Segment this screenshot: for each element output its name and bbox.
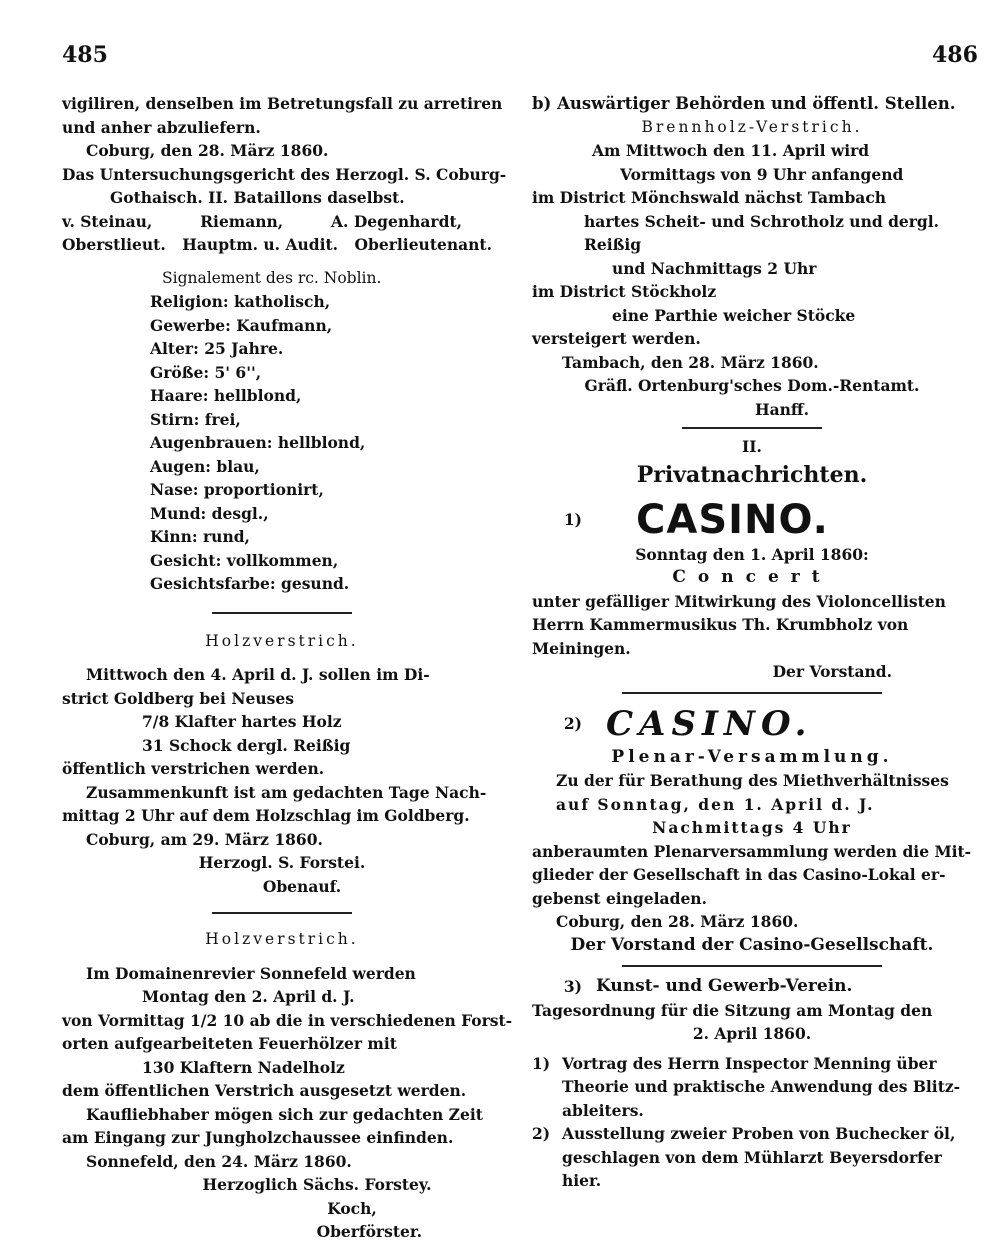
body-line: Am Mittwoch den 11. April wird — [592, 141, 870, 160]
item-line: 31 Schock dergl. Reißig — [142, 735, 351, 755]
dateline: Coburg, am 29. März 1860. — [86, 829, 323, 849]
body-line: im District Stöckholz — [532, 282, 717, 301]
signature-line: Herzoglich Sächs. Forstey. — [202, 1175, 432, 1194]
agenda-item — [532, 1122, 972, 1193]
signature-names — [62, 210, 462, 234]
signature-title: Hauptm. u. Audit. — [182, 235, 339, 254]
signature-line: Koch, — [327, 1198, 377, 1218]
signature-line: Der Vorstand. — [772, 662, 892, 681]
concert-title: Concert — [672, 567, 832, 587]
body-line: gebenst eingeladen. — [532, 888, 707, 908]
divider — [212, 912, 352, 914]
section-title: Holzverstrich. — [205, 631, 359, 650]
item-line: 130 Klaftern Nadelholz — [142, 1057, 345, 1077]
body-line: Theorie und praktische Anwendung des Blitz- — [562, 1077, 961, 1096]
section-heading: b) Auswärtiger Behörden und öffentl. Stellen. — [532, 94, 956, 113]
signalement-item: Alter: 25 Jahre. — [150, 339, 284, 358]
body-line: Vortrag des Herrn Inspector Menning über — [562, 1053, 937, 1073]
item-number: 1) — [563, 509, 582, 529]
court-line: Gothaisch. II. Bataillons daselbst. — [110, 188, 405, 207]
signature-name: A. Degenhardt, — [331, 211, 462, 231]
body-line: Kaufliebhaber mögen sich zur gedachten Zeit — [86, 1104, 483, 1124]
signalement-item: Kinn: rund, — [150, 527, 250, 546]
signature-line: Gräfl. Ortenburg'sches Dom.-Rentamt. — [584, 376, 920, 395]
item-number: 1) — [532, 1053, 551, 1073]
dateline: Sonnefeld, den 24. März 1860. — [86, 1151, 352, 1171]
divider — [622, 692, 882, 694]
private-news-title: Privatnachrichten. — [636, 461, 868, 488]
event-date: Sonntag den 1. April 1860: — [635, 544, 869, 564]
body-line: hartes Scheit- und Schrotholz und dergl. — [584, 211, 940, 231]
body-line: am Eingang zur Jungholzchaussee einfinden. — [62, 1128, 454, 1147]
item-number: 2) — [563, 713, 582, 733]
signalement-item: Haare: hellblond, — [150, 386, 302, 405]
body-line: Reißig — [584, 235, 642, 254]
signalement-item: Religion: katholisch, — [150, 292, 331, 311]
page-number-left: 485 — [62, 42, 108, 68]
body-line: von Vormittag 1/2 10 ab die in verschiedenen Forst- — [62, 1010, 513, 1030]
roman-numeral: II. — [742, 437, 762, 456]
body-line: ableiters. — [562, 1100, 644, 1120]
signature-line: Oberförster. — [316, 1222, 422, 1241]
assembly-title: Plenar-Versammlung. — [611, 746, 893, 767]
signalement-item: Gewerbe: Kaufmann, — [150, 315, 333, 335]
signalement-item: Gesichtsfarbe: gesund. — [150, 574, 350, 593]
body-line: anberaumten Plenarversammlung werden die Mit- — [532, 841, 972, 861]
right-column — [532, 92, 972, 1193]
body-line: unter gefälliger Mitwirkung des Violoncellisten — [532, 591, 946, 611]
dateline: Coburg, den 28. März 1860. — [556, 912, 799, 931]
agenda-item — [532, 1052, 972, 1123]
agenda-line: Tagesordnung für die Sitzung am Montag den — [532, 1000, 933, 1020]
body-line: Ausstellung zweier Proben von Buchecker öl, — [562, 1124, 956, 1143]
body-line: Zusammenkunft ist am gedachten Tage Nach- — [86, 782, 487, 802]
body-line: und Nachmittags 2 Uhr — [612, 258, 817, 278]
casino-title: CASINO. — [636, 496, 829, 543]
section-title: Brennholz-Verstrich. — [641, 117, 863, 136]
body-line: im District Mönchswald nächst Tambach — [532, 188, 887, 207]
signalement-item: Größe: 5' 6'', — [150, 362, 262, 382]
verein-header — [532, 975, 972, 999]
body-line: versteigert werden. — [532, 329, 701, 348]
body-line: Herrn Kammermusikus Th. Krumbholz von — [532, 615, 909, 634]
signature-line: Der Vorstand der Casino-Gesellschaft. — [570, 934, 934, 955]
signalement-item: Mund: desgl., — [150, 503, 269, 523]
body-line: glieder der Gesellschaft in das Casino-Lokal er- — [532, 865, 946, 884]
signature-line: Obenauf. — [262, 876, 342, 896]
body-line: hier. — [562, 1171, 602, 1190]
divider — [682, 427, 822, 429]
signature-name: v. Steinau, — [62, 211, 153, 231]
signalement-item: Gesicht: vollkommen, — [150, 550, 339, 570]
page-number-right: 486 — [932, 42, 978, 68]
body-line: Meiningen. — [532, 638, 631, 658]
signature-name: Riemann, — [200, 211, 284, 231]
signature-titles — [62, 233, 492, 257]
body-line: auf Sonntag, den 1. April d. J. — [556, 794, 875, 814]
dateline: Tambach, den 28. März 1860. — [562, 352, 819, 372]
signature-title: Oberstlieut. — [62, 235, 166, 254]
divider — [622, 965, 882, 967]
body-line: strict Goldberg bei Neuses — [62, 688, 294, 708]
body-line: eine Parthie weicher Stöcke — [612, 305, 856, 325]
body-line: orten aufgearbeiteten Feuerhölzer mit — [62, 1034, 397, 1053]
intro-line: und anher abzuliefern. — [62, 117, 261, 137]
body-line: Vormittags von 9 Uhr anfangend — [620, 164, 904, 184]
body-line: geschlagen von dem Mühlarzt Beyersdorfer — [562, 1147, 942, 1167]
agenda-line: 2. April 1860. — [692, 1024, 812, 1043]
casino-title: CASINO. — [606, 703, 813, 744]
left-column — [62, 92, 513, 1244]
item-number: 3) — [563, 977, 582, 996]
signature-line: Hanff. — [754, 399, 810, 419]
body-line: Nachmittags 4 Uhr — [652, 818, 852, 837]
signalement-title: Signalement des rc. Noblin. — [162, 268, 382, 287]
item-number: 2) — [532, 1124, 551, 1143]
signalement-item: Augenbrauen: hellblond, — [150, 433, 366, 452]
casino-1-header — [532, 497, 972, 543]
signature-title: Oberlieutenant. — [354, 235, 492, 254]
court-line: Das Untersuchungsgericht des Herzogl. S. Coburg- — [62, 164, 507, 184]
signalement-item: Augen: blau, — [150, 456, 260, 476]
signalement-item: Nase: proportionirt, — [150, 480, 324, 499]
signalement-list — [62, 290, 502, 596]
dateline: Coburg, den 28. März 1860. — [86, 141, 329, 160]
intro-line: vigiliren, denselben im Betretungsfall zu arretiren — [62, 94, 503, 113]
body-line: Im Domainenrevier Sonnefeld werden — [86, 963, 416, 983]
casino-2-header — [532, 702, 972, 746]
signature-line: Herzogl. S. Forstei. — [198, 853, 366, 872]
body-line: mittag 2 Uhr auf dem Holzschlag im Goldberg. — [62, 806, 470, 825]
divider — [212, 612, 352, 614]
verein-title: Kunst- und Gewerb-Verein. — [596, 976, 853, 996]
body-line: Zu der für Berathung des Miethverhältnisses — [556, 771, 949, 790]
item-line: 7/8 Klafter hartes Holz — [142, 712, 342, 731]
section-title: Holzverstrich. — [205, 930, 359, 948]
body-line: öffentlich verstrichen werden. — [62, 759, 325, 778]
body-line: Mittwoch den 4. April d. J. sollen im Di- — [86, 665, 430, 684]
signalement-item: Stirn: frei, — [150, 409, 241, 429]
body-line: dem öffentlichen Verstrich ausgesetzt werden. — [62, 1081, 467, 1100]
body-line: Montag den 2. April d. J. — [142, 987, 355, 1006]
